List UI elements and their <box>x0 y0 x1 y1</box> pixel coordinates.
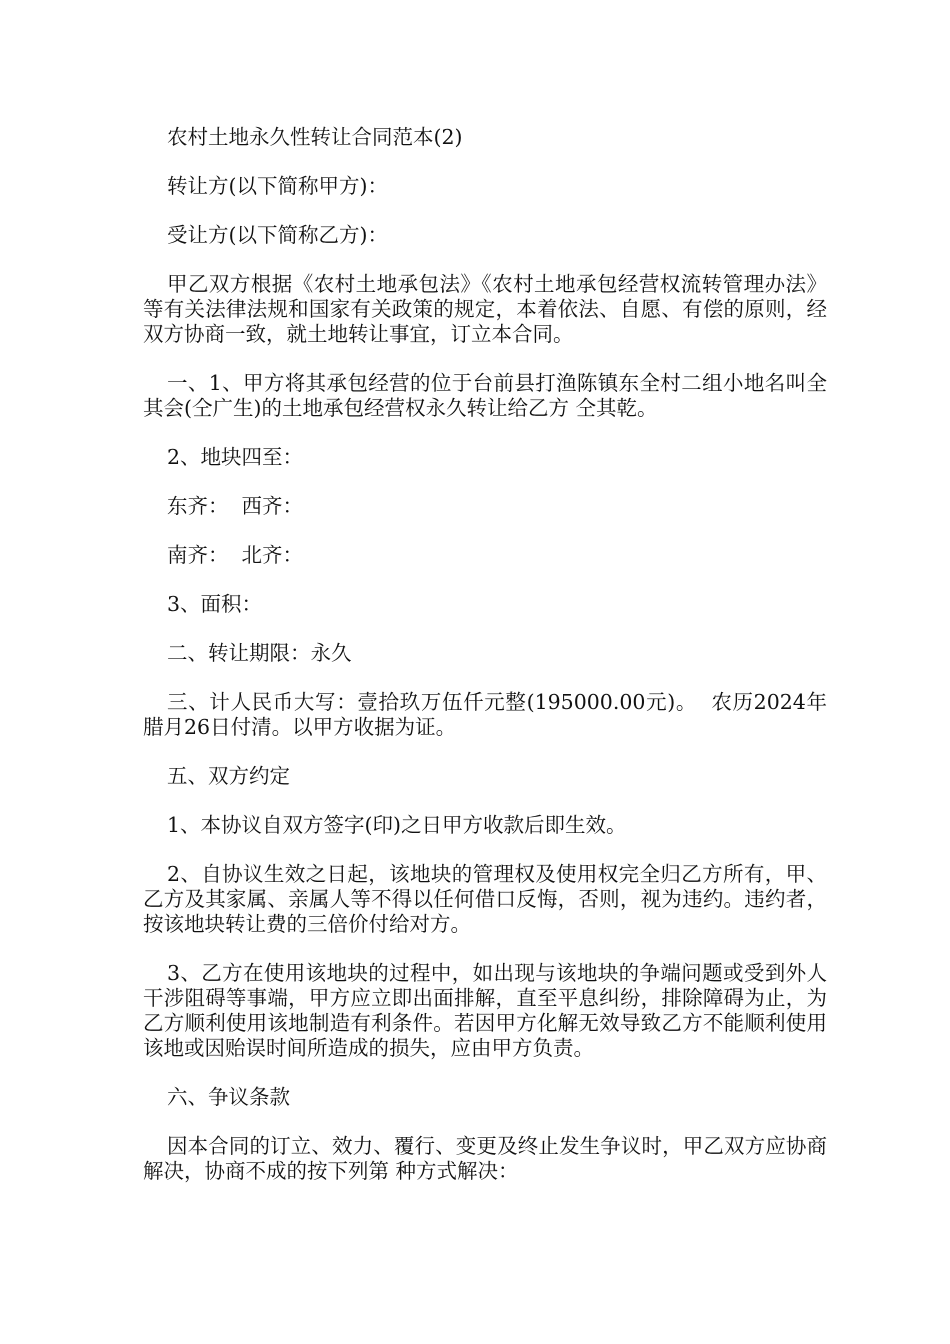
clause-1-3: 3、面积： <box>167 592 263 616</box>
clause-1-1: 一、1、甲方将其承包经营的位于台前县打渔陈镇东全村二组小地名叫全其会(仝广生)的土地承包经营权永久转让给乙方 仝其乾。 <box>143 371 827 420</box>
clause-1-2: 2、地块四至： <box>167 445 304 469</box>
transferee-line: 受让方(以下简称乙方)： <box>167 223 388 247</box>
clause-3-price: 三、计人民币大写：壹拾玖万伍仟元整(195000.00元)。 农历2024年腊月26日付清。以甲方收据为证。 <box>143 690 827 739</box>
transferor-line: 转让方(以下简称甲方)： <box>167 174 388 198</box>
document-page <box>143 125 827 1208</box>
clause-5-heading: 五、双方约定 <box>167 764 290 788</box>
boundary-south-north: 南齐： 北齐： <box>167 543 304 567</box>
preamble-paragraph: 甲乙双方根据《农村土地承包法》《农村土地承包经营权流转管理办法》等有关法律法规和国家有关政策的规定，本着依法、自愿、有偿的原则，经双方协商一致，就土地转让事宜，订立本合同。 <box>143 272 827 346</box>
clause-5-2: 2、自协议生效之日起，该地块的管理权及使用权完全归乙方所有，甲、乙方及其家属、亲属人等不得以任何借口反悔，否则，视为违约。违约者，按该地块转让费的三倍价付给对方。 <box>143 862 827 936</box>
boundary-east-west: 东齐： 西齐： <box>167 494 304 518</box>
clause-2-term: 二、转让期限：永久 <box>167 641 352 665</box>
clause-5-1: 1、本协议自双方签字(印)之日甲方收款后即生效。 <box>167 813 627 837</box>
clause-6-text: 因本合同的订立、效力、覆行、变更及终止发生争议时，甲乙双方应协商解决，协商不成的按下列第 种方式解决： <box>143 1134 827 1183</box>
clause-6-heading: 六、争议条款 <box>167 1085 290 1109</box>
document-title: 农村土地永久性转让合同范本(2) <box>167 125 463 149</box>
clause-5-3: 3、乙方在使用该地块的过程中，如出现与该地块的争端问题或受到外人干涉阻碍等事端，甲方应立即出面排解，直至平息纠纷，排除障碍为止，为乙方顺利使用该地制造有利条件。若因甲方化解无效导致乙方不能顺利使用该地或因贻误时间所造成的损失，应由甲方负责。 <box>143 961 827 1060</box>
